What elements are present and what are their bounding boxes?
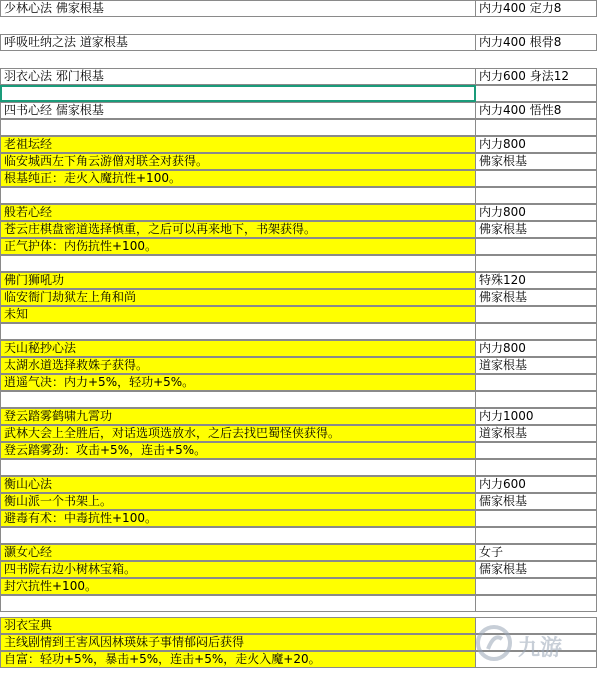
cell-attribute[interactable]	[476, 85, 597, 102]
sheet-row	[0, 391, 600, 408]
sheet-row	[0, 272, 600, 289]
sheet-row	[0, 493, 600, 510]
cell-description[interactable]	[0, 255, 476, 272]
cell-attribute[interactable]: 女子	[476, 544, 597, 561]
sheet-row	[0, 527, 600, 544]
nine-game-logo-icon	[474, 623, 514, 663]
cell-description[interactable]: 羽衣心法 邪门根基	[0, 68, 476, 85]
cell-description[interactable]: 衡山派一个书架上。	[0, 493, 476, 510]
cell-attribute[interactable]	[476, 391, 597, 408]
cell-attribute[interactable]	[476, 170, 597, 187]
cell-attribute[interactable]	[476, 595, 597, 612]
sheet-row	[0, 187, 600, 204]
sheet-row	[0, 0, 600, 17]
cell-attribute[interactable]	[476, 459, 597, 476]
cell-description[interactable]: 临安城西左下角云游僧对联全对获得。	[0, 153, 476, 170]
cell-description[interactable]	[0, 527, 476, 544]
sheet-row	[0, 136, 600, 153]
cell-description[interactable]: 武林大会上全胜后，对话选项选放水，之后去找巴蜀怪侠获得。	[0, 425, 476, 442]
cell-description[interactable]: 灏女心经	[0, 544, 476, 561]
cell-attribute[interactable]	[476, 527, 597, 544]
cell-description[interactable]: 般若心经	[0, 204, 476, 221]
cell-description[interactable]	[0, 119, 476, 136]
sheet-row	[0, 204, 600, 221]
sheet-row	[0, 357, 600, 374]
cell-attribute[interactable]	[476, 119, 597, 136]
cell-description[interactable]	[0, 595, 476, 612]
cell-description[interactable]: 主线剧情到王害风因林瑛妹子事情郁闷后获得	[0, 634, 476, 651]
cell-description[interactable]: 避毒有术：中毒抗性+100。	[0, 510, 476, 527]
cell-attribute[interactable]	[476, 442, 597, 459]
cell-description[interactable]: 老祖坛经	[0, 136, 476, 153]
cell-description[interactable]: 自富：轻功+5%，暴击+5%，连击+5%，走火入魔+20。	[0, 651, 476, 668]
cell-description[interactable]: 苍云庄棋盘密道选择慎重，之后可以再来地下，书架获得。	[0, 221, 476, 238]
cell-attribute[interactable]	[476, 510, 597, 527]
sheet-row	[0, 255, 600, 272]
cell-attribute[interactable]: 佛家根基	[476, 289, 597, 306]
cell-description[interactable]: 正气护体：内伤抗性+100。	[0, 238, 476, 255]
cell-description[interactable]: 太湖水道选择救姝子获得。	[0, 357, 476, 374]
sheet-row	[0, 374, 600, 391]
cell-attribute[interactable]: 儒家根基	[476, 493, 597, 510]
cell-description[interactable]	[0, 459, 476, 476]
cell-attribute[interactable]: 内力800	[476, 340, 597, 357]
cell-attribute[interactable]: 内力1000	[476, 408, 597, 425]
sheet-row	[0, 510, 600, 527]
sheet-row	[0, 595, 600, 612]
cell-attribute[interactable]: 内力400 根骨8	[476, 34, 597, 51]
sheet-row	[0, 153, 600, 170]
sheet-row	[0, 544, 600, 561]
cell-description[interactable]: 登云踏雾鹤啸九霄功	[0, 408, 476, 425]
cell-attribute[interactable]	[476, 374, 597, 391]
cell-attribute[interactable]: 内力800	[476, 204, 597, 221]
sheet-row	[0, 119, 600, 136]
cell-attribute[interactable]: 内力600 身法12	[476, 68, 597, 85]
sheet-row	[0, 306, 600, 323]
cell-attribute[interactable]	[476, 187, 597, 204]
cell-attribute[interactable]: 内力400 悟性8	[476, 102, 597, 119]
cell-description[interactable]	[0, 187, 476, 204]
sheet-row	[0, 68, 600, 85]
cell-description[interactable]: 临安衙门劫狱左上角和尚	[0, 289, 476, 306]
sheet-row	[0, 425, 600, 442]
cell-description[interactable]: 登云踏雾劲：攻击+5%，连击+5%。	[0, 442, 476, 459]
cell-attribute[interactable]: 内力400 定力8	[476, 0, 597, 17]
sheet-row	[0, 34, 600, 51]
cell-attribute[interactable]	[476, 238, 597, 255]
cell-description[interactable]	[0, 323, 476, 340]
sheet-row	[0, 323, 600, 340]
cell-description[interactable]: 四书心经 儒家根基	[0, 102, 476, 119]
sheet-row	[0, 459, 600, 476]
sheet-row	[0, 578, 600, 595]
sheet-row	[0, 289, 600, 306]
sheet-row	[0, 340, 600, 357]
sheet-row	[0, 85, 600, 102]
cell-description[interactable]: 羽衣宝典	[0, 617, 476, 634]
watermark-text: 九游	[518, 636, 563, 661]
selected-cell[interactable]	[0, 85, 476, 102]
watermark	[474, 623, 594, 669]
sheet-row	[0, 170, 600, 187]
cell-description[interactable]: 未知	[0, 306, 476, 323]
cell-description[interactable]: 呼吸吐纳之法 道家根基	[0, 34, 476, 51]
cell-attribute[interactable]	[476, 578, 597, 595]
sheet-row	[0, 476, 600, 493]
sheet-row	[0, 442, 600, 459]
cell-description[interactable]: 佛门狮吼功	[0, 272, 476, 289]
cell-attribute[interactable]: 儒家根基	[476, 561, 597, 578]
cell-attribute[interactable]: 道家根基	[476, 425, 597, 442]
cell-attribute[interactable]	[476, 255, 597, 272]
sheet-row	[0, 561, 600, 578]
cell-description[interactable]: 封穴抗性+100。	[0, 578, 476, 595]
cell-attribute[interactable]: 内力600	[476, 476, 597, 493]
cell-attribute[interactable]: 内力800	[476, 136, 597, 153]
cell-attribute[interactable]	[476, 306, 597, 323]
sheet-row	[0, 221, 600, 238]
cell-description[interactable]: 衡山心法	[0, 476, 476, 493]
cell-attribute[interactable]: 佛家根基	[476, 153, 597, 170]
cell-description[interactable]: 少林心法 佛家根基	[0, 0, 476, 17]
cell-attribute[interactable]: 道家根基	[476, 357, 597, 374]
cell-description[interactable]: 根基纯正：走火入魔抗性+100。	[0, 170, 476, 187]
cell-attribute[interactable]: 佛家根基	[476, 221, 597, 238]
cell-attribute[interactable]: 特殊120	[476, 272, 597, 289]
cell-description[interactable]	[0, 391, 476, 408]
sheet-row	[0, 408, 600, 425]
cell-description[interactable]: 天山秘抄心法	[0, 340, 476, 357]
sheet-row	[0, 102, 600, 119]
sheet-row	[0, 238, 600, 255]
cell-attribute[interactable]	[476, 323, 597, 340]
cell-description[interactable]: 逍遥气决：内力+5%，轻功+5%。	[0, 374, 476, 391]
cell-description[interactable]: 四书院右边小树林宝箱。	[0, 561, 476, 578]
